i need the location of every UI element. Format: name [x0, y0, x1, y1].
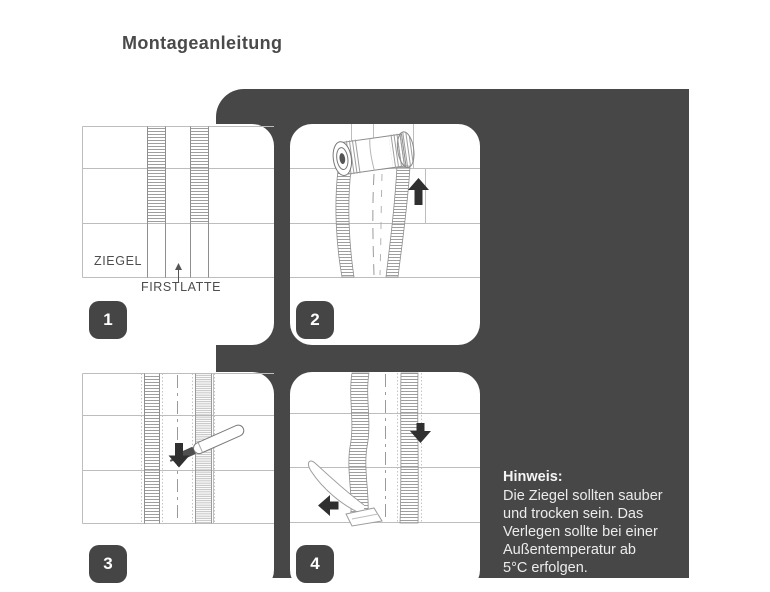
note-heading: Hinweis:: [503, 469, 563, 485]
step-badge-2: 2: [296, 301, 334, 339]
panel-step-4: [290, 372, 480, 592]
step-badge-1: 1: [89, 301, 127, 339]
note-line: Verlegen sollte bei einer: [503, 524, 658, 540]
panel-step-3: [78, 372, 274, 592]
page-title: Montageanleitung: [122, 33, 283, 54]
note-hinweis: [503, 468, 693, 577]
note-line: Die Ziegel sollten sauber: [503, 488, 663, 504]
step-badge-3: 3: [89, 545, 127, 583]
tape-strip: [398, 373, 422, 523]
label-firstlatte: FIRSTLATTE: [141, 280, 222, 294]
note-line: und trocken sein. Das: [503, 506, 644, 522]
note-line: 5°C erfolgen.: [503, 560, 588, 576]
note-line: Außentemperatur ab: [503, 542, 636, 558]
batten-strips: [148, 127, 210, 278]
step-badge-4: 4: [296, 545, 334, 583]
panel-step-2: [290, 124, 480, 345]
label-ziegel: ZIEGEL: [94, 254, 143, 268]
release-liner-peel-illustration: [308, 461, 382, 526]
batten-strip: [142, 374, 163, 524]
tape-band: [336, 166, 410, 277]
panel-step-1: [78, 124, 274, 345]
